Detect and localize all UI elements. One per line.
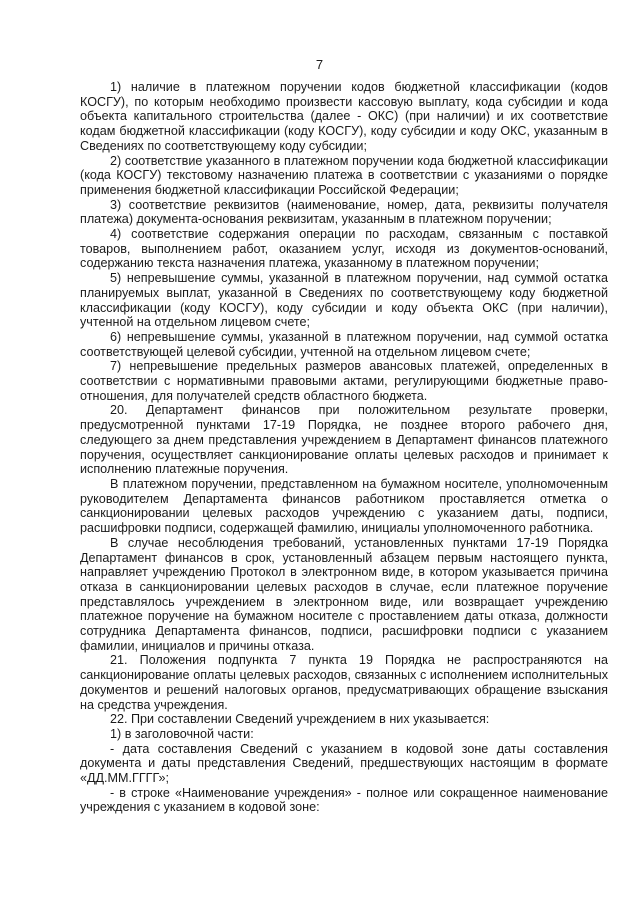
paragraph-item-5-planned-payments: 5) непревышение суммы, указанной в платежном поручении, над суммой остатка планируемых выплат, указанной в Сведениях по соответствующему коду бюджетной классификации (коду КОСГУ), коду субсидии и коду объекта ОКС (при наличии), учтенной на отдельном лицевом счете; [80,271,608,330]
document-body [80,80,608,815]
paragraph-refusal: В случае несоблюдения требований, установленных пунктами 17-19 Порядка Департамент финансов в срок, установленный абзацем первым настоящего пункта, направляет учреждению Протокол в электронном виде, в котором указывается причина отказа в санкционировании целевых расходов в случае, если платежное поручение представлялось учреждением в электронном виде, или возвращает учреждению платежное поручение на бумажном носителе с проставлением даты отказа, должности сотрудника Департамента финансов, подписи, расшифровки подписи с указанием фамилии, инициалов и причины отказа. [80,535,608,653]
paragraph-clause-22: 22. При составлении Сведений учреждением в них указывается: [110,712,490,727]
paragraph-paper-order-mark: В платежном поручении, представленном на бумажном носителе, уполномоченным руководителем Департамента финансов работником проставляется отметка о санкционировании целевых расходов учреждению с указанием даты, подписи, расшифровки подписи, содержащей фамилию, инициалы уполномоченного работника. [80,476,608,536]
paragraph-item-2-kosgu-purpose: 2) соответствие указанного в платежном поручении кода бюджетной классификации (кода КОСГУ) текстовому назначению платежа в соответствии с указаниями о порядке применения бюджетной классификации Российской Федерации; [80,153,608,197]
paragraph-clause-20: 20. Департамент финансов при положительном результате проверки, предусмотренной пунктами 17-19 Порядка, не позднее второго рабочего дня, следующего за днем представления учреждением в Департамент финансов платежного поручения, осуществляет санкционирование оплаты целевых расходов и принимает к исполнению платежные поручения. [80,403,608,477]
paragraph-institution-name: - в строке «Наименование учреждения» - полное или сокращенное наименование учреждения с указанием в кодовой зоне: [80,785,608,815]
paragraph-item-6-subsidy-balance: 6) непревышение суммы, указанной в платежном поручении, над суммой остатка соответствующей целевой субсидии, учтенной на отдельном лицевом счете; [80,329,608,359]
page-number: 7 [315,57,324,72]
paragraph-header-part: 1) в заголовочной части: [110,726,254,741]
paragraph-item-3-requisites: 3) соответствие реквизитов (наименование, номер, дата, реквизиты получателя платежа) документа-основания реквизитам, указанным в платежном поручении; [80,197,608,227]
paragraph-item-7-advance-limits: 7) непревышение предельных размеров авансовых платежей, определенных в соответствии с нормативными правовыми актами, регулирующими бюджетные право-отношения, для получателей средств областного бюджета. [80,359,608,403]
paragraph-item-1-kosgu-codes: 1) наличие в платежном поручении кодов бюджетной классификации (кодов КОСГУ), по которым необходимо произвести кассовую выплату, кода субсидии и кода объекта капитального строительства (далее - ОКС) (при наличии) и их соответствие кодам бюджетной классификации (коду КОСГУ), коду субсидии и коду ОКС, указанным в Сведениях по соответствующему коду субсидии; [80,80,608,153]
paragraph-clause-21: 21. Положения подпункта 7 пункта 19 Порядка не распространяются на санкционирование оплаты целевых расходов, связанных с исполнением исполнительных документов и решений налоговых органов, предусматривающих обращение взыскания на средства учреждения. [80,653,608,712]
paragraph-item-4-operation-content: 4) соответствие содержания операции по расходам, связанным с поставкой товаров, выполнением работ, оказанием услуг, исходя из документов-оснований, содержанию текста назначения платежа, указанному в платежном поручении; [80,227,608,271]
paragraph-date-of-compilation: - дата составления Сведений с указанием в кодовой зоне даты составления документа и даты представления Сведений, предшествующих настоящим в формате «ДД.ММ.ГГГГ»; [80,741,608,786]
